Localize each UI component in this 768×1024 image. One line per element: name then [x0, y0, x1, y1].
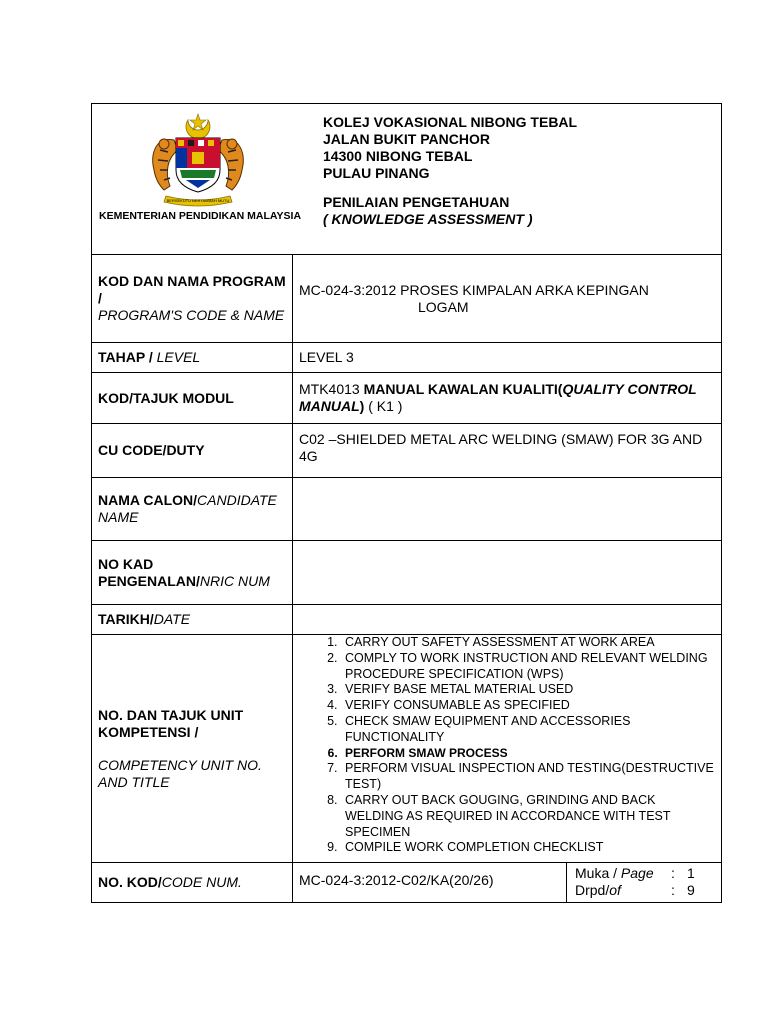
program-label-italic: PROGRAM'S CODE & NAME — [98, 307, 285, 323]
code-value: MC-024-3:2012-C02/KA(20/26) — [299, 872, 494, 888]
page-number: 1 — [687, 865, 695, 881]
nric-label-italic: NRIC NUM — [199, 572, 270, 589]
competency-units — [293, 635, 722, 863]
date-label — [92, 605, 293, 635]
cu-value: C02 –SHIELDED METAL ARC WELDING (SMAW) FOR 3G AND 4G — [293, 424, 722, 478]
assessment-title-block — [323, 194, 533, 228]
program-value-line1: MC-024-3:2012 PROSES KIMPALAN ARKA KEPINGAN — [299, 281, 649, 298]
competency-unit-list — [293, 635, 717, 856]
competency-unit-item: 3. VERIFY BASE METAL MATERIAL USED — [341, 682, 717, 698]
school-name: KOLEJ VOKASIONAL NIBONG TEBAL — [323, 114, 578, 130]
candidate-label-bold: NAMA CALON/ — [98, 492, 198, 508]
competency-unit-item: 6. PERFORM SMAW PROCESS — [341, 746, 717, 762]
cu-row — [92, 424, 722, 478]
program-label — [92, 255, 293, 343]
program-label-bold: KOD DAN NAMA PROGRAM / — [98, 273, 286, 306]
module-suffix: ( K1 ) — [364, 398, 403, 414]
nric-label-bold: NO KAD PENGENALAN/ — [98, 555, 200, 589]
competency-unit-item: 9. COMPILE WORK COMPLETION CHECKLIST — [341, 840, 717, 856]
module-code: MTK4013 — [299, 381, 364, 397]
cu-label: CU CODE/DUTY — [92, 424, 293, 478]
competency-label — [92, 635, 293, 863]
page-total: 9 — [687, 882, 695, 898]
assessment-title: PENILAIAN PENGETAHUAN — [323, 194, 510, 210]
level-label-bold: TAHAP / — [98, 349, 153, 365]
date-label-italic: DATE — [153, 611, 191, 627]
candidate-value[interactable] — [293, 478, 722, 541]
school-postcode: 14300 NIBONG TEBAL — [323, 148, 473, 164]
level-label-italic: LEVEL — [152, 349, 201, 365]
assessment-subtitle: ( KNOWLEDGE ASSESSMENT ) — [323, 211, 533, 227]
page-counter: Muka / Page : 1 Drpd/of : 9 — [566, 863, 720, 902]
program-value-line2: LOGAM — [418, 298, 469, 315]
date-label-bold: TARIKH/ — [98, 611, 154, 627]
nric-label — [92, 541, 293, 605]
nric-value[interactable] — [293, 541, 722, 605]
competency-label-bold: NO. DAN TAJUK UNIT KOMPETENSI / — [98, 706, 244, 740]
page-label: Muka / — [575, 865, 621, 881]
of-label-italic: of — [609, 882, 621, 898]
code-label-italic: CODE NUM. — [161, 874, 242, 890]
candidate-label — [92, 478, 293, 541]
competency-unit-item: 4. VERIFY CONSUMABLE AS SPECIFIED — [341, 698, 717, 714]
module-label: KOD/TAJUK MODUL — [92, 373, 293, 424]
level-value: LEVEL 3 — [293, 343, 722, 373]
form-header — [92, 104, 722, 255]
nric-row — [92, 541, 722, 605]
code-value-cell — [293, 863, 722, 903]
assessment-form — [91, 103, 722, 903]
date-row — [92, 605, 722, 635]
school-address — [323, 114, 577, 182]
code-label-bold: NO. KOD/ — [98, 874, 162, 890]
page-label-italic: Page — [620, 865, 654, 881]
module-title: MANUAL KAWALAN KUALITI( — [363, 381, 563, 397]
program-row — [92, 255, 722, 343]
candidate-label-italic: CANDIDATE NAME — [98, 492, 277, 525]
program-value — [293, 255, 722, 343]
of-label: Drpd/ — [575, 882, 610, 898]
level-label — [92, 343, 293, 373]
school-state: PULAU PINANG — [323, 165, 430, 181]
competency-label-italic: COMPETENCY UNIT NO. AND TITLE — [98, 756, 262, 790]
candidate-row — [92, 478, 722, 541]
level-row — [92, 343, 722, 373]
coat-of-arms-logo — [92, 104, 312, 254]
svg-text:BERSEKUTU BERTAMBAH MUTU: BERSEKUTU BERTAMBAH MUTU — [166, 198, 230, 203]
module-title-close: ) — [359, 398, 365, 414]
competency-unit-item: 1. CARRY OUT SAFETY ASSESSMENT AT WORK AREA — [341, 635, 717, 651]
competency-unit-item: 2. COMPLY TO WORK INSTRUCTION AND RELEVANT WELDING PROCEDURE SPECIFICATION (WPS) — [341, 651, 717, 683]
competency-unit-item: 5. CHECK SMAW EQUIPMENT AND ACCESSORIES FUNCTIONALITY — [341, 714, 717, 746]
competency-row — [92, 635, 722, 863]
date-value[interactable] — [293, 605, 722, 635]
code-row — [92, 863, 722, 903]
module-row — [92, 373, 722, 424]
school-street: JALAN BUKIT PANCHOR — [323, 131, 490, 147]
code-label — [92, 863, 293, 903]
competency-unit-item: 7. PERFORM VISUAL INSPECTION AND TESTING(DESTRUCTIVE TEST) — [341, 761, 717, 793]
module-title-italic: QUALITY CONTROL MANUAL — [299, 381, 697, 414]
module-value — [293, 373, 722, 424]
ministry-name: KEMENTERIAN PENDIDIKAN MALAYSIA — [99, 210, 302, 222]
competency-unit-item: 8. CARRY OUT BACK GOUGING, GRINDING AND BACK WELDING AS REQUIRED IN ACCORDANCE WITH TEST SPECIMEN — [341, 793, 717, 840]
